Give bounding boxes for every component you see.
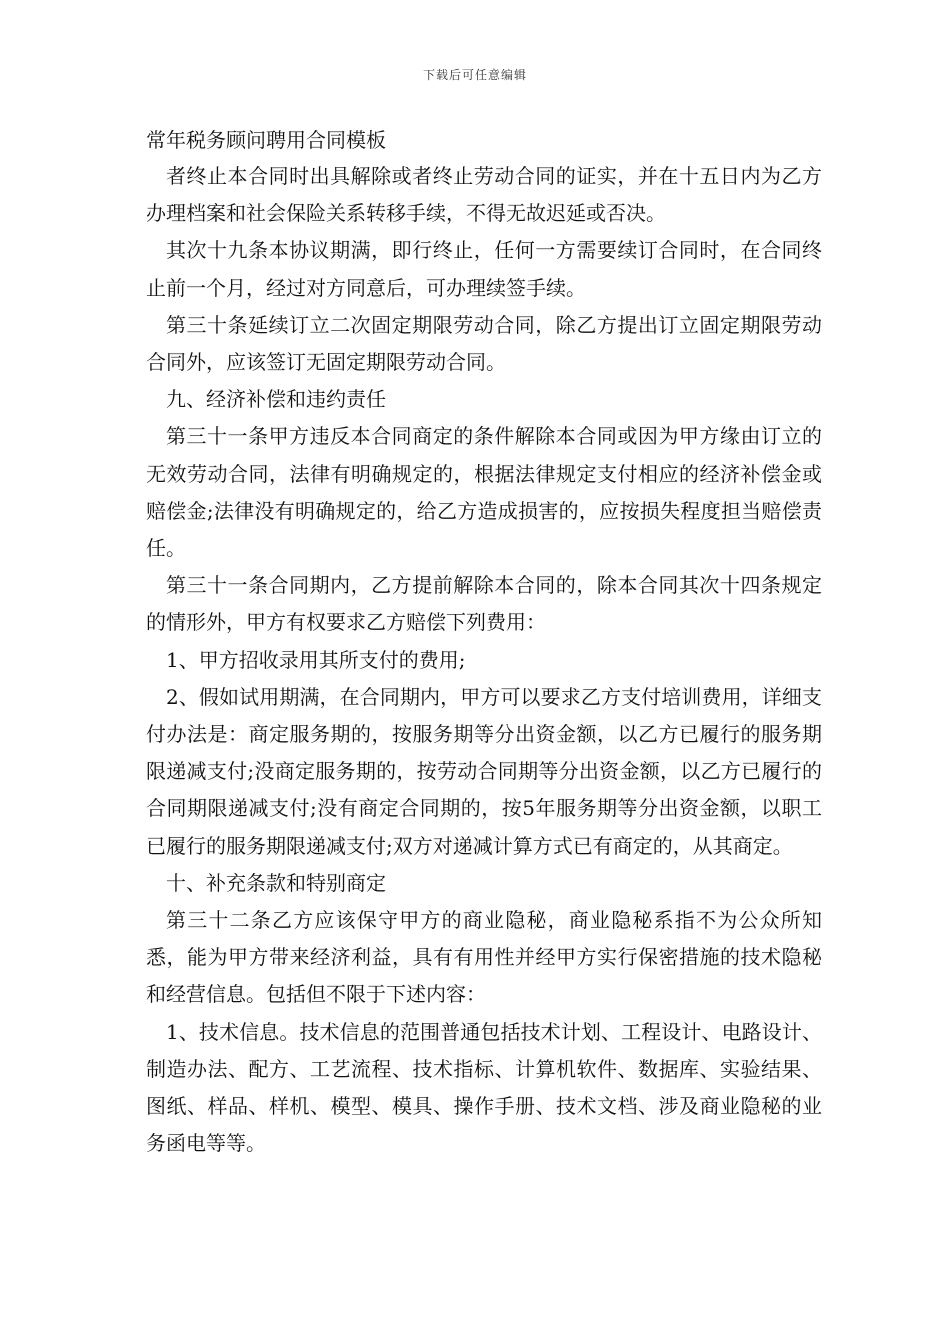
list-item-technical-info: 1、技术信息。技术信息的范围普通包括技术计划、工程设计、电路设计、制造办法、配方、工艺流程、技术指标、计算机软件、数据库、实验结果、图纸、样品、样机、模型、模具、操作手册、技术文档、涉及商业隐秘的业务函电等等。	[146, 1019, 822, 1156]
section-heading-9: 九、经济补偿和违约责任	[166, 387, 386, 412]
document-body	[146, 122, 822, 1162]
paragraph-1: 者终止本合同时出具解除或者终止劳动合同的证实，并在十五日内为乙方办理档案和社会保险关系转移手续，不得无故迟延或否决。	[146, 164, 822, 226]
paragraph-3: 第三十条延续订立二次固定期限劳动合同，除乙方提出订立固定期限劳动合同外，应该签订无固定期限劳动合同。	[146, 312, 822, 375]
document-title: 常年税务顾问聘用合同模板	[146, 128, 386, 152]
list-item-2: 2、假如试用期满，在合同期内，甲方可以要求乙方支付培训费用，详细支付办法是：商定服务期的，按服务期等分出资金额，以乙方已履行的服务期限递减支付;没商定服务期的，按劳动合同期等分出资金额，以乙方已履行的合同期限递减支付;没有商定合同期的，按5年服务期等分出资金额，以职工已履行的服务期限递减支付;双方对递减计算方式已有商定的，从其商定。	[146, 684, 822, 858]
paragraph-6: 第三十一条合同期内，乙方提前解除本合同的，除本合同其次十四条规定的情形外，甲方有权要求乙方赔偿下列费用：	[146, 573, 822, 635]
list-item-1: 1、甲方招收录用其所支付的费用;	[166, 647, 466, 672]
paragraph-2: 其次十九条本协议期满，即行终止，任何一方需要续订合同时，在合同终止前一个月，经过对方同意后，可办理续签手续。	[146, 238, 822, 300]
page-header: 下载后可任意编辑	[422, 68, 527, 82]
section-heading-10: 十、补充条款和特别商定	[166, 870, 386, 895]
paragraph-10: 第三十二条乙方应该保守甲方的商业隐秘，商业隐秘系指不为公众所知悉，能为甲方带来经济利益，具有有用性并经甲方实行保密措施的技术隐秘和经营信息。包括但不限于下述内容：	[146, 908, 822, 1007]
paragraph-5: 第三十一条甲方违反本合同商定的条件解除本合同或因为甲方缘由订立的无效劳动合同，法律有明确规定的，根据法律规定支付相应的经济补偿金或赔偿金;法律没有明确规定的，给乙方造成损害的，应按损失程度担当赔偿责任。	[146, 424, 822, 561]
